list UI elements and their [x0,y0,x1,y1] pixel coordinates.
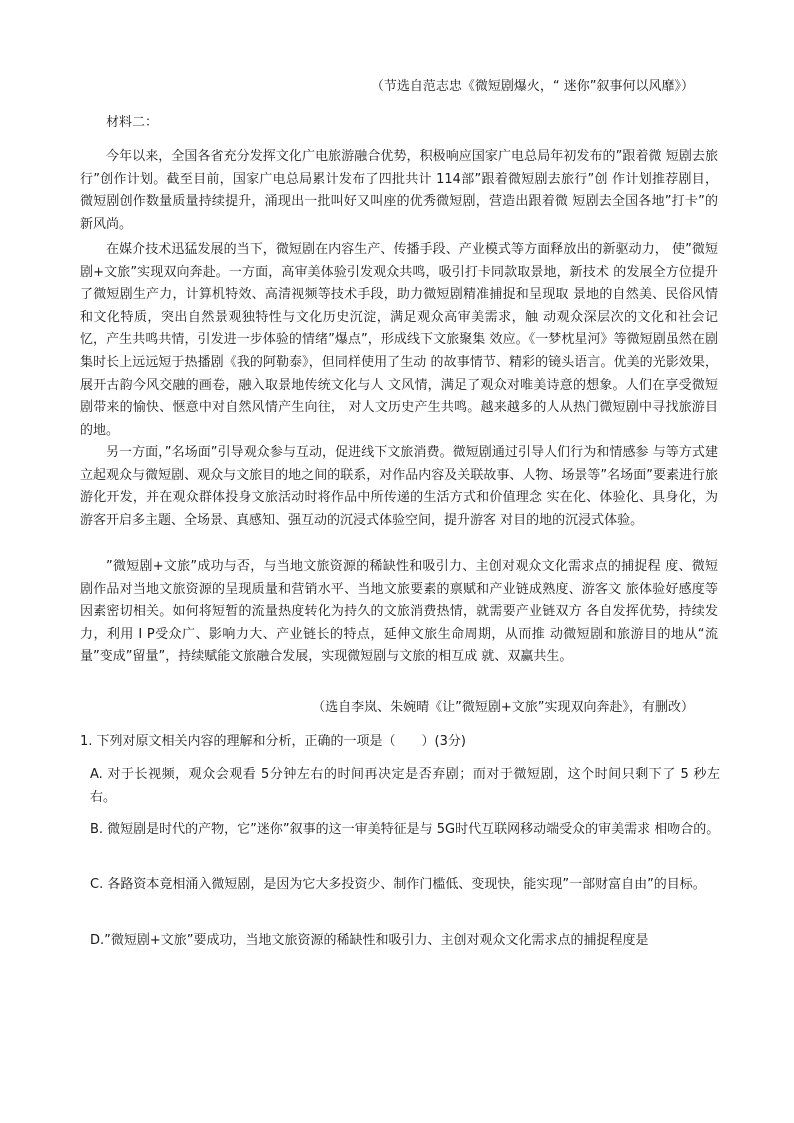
source-citation-2: （选自李岚、朱婉晴《让”微短剧+文旅”实现双向奔赴》，有删改） [312,700,694,715]
option-d: D.”微短剧+文旅”要成功，当地文旅资源的稀缺性和吸引力、主创对观众文化需求点的捕捉程度是 [90,933,649,948]
source-citation-1: （节选自范志忠《微短剧爆火，“ 迷你”叙事何以风靡》） [370,79,694,94]
paragraph-3: 另一方面，”名场面”引导观众参与互动，促进线下文旅消费。微短剧通过引导人们行为和情感参 与等方式建立起观众与微短剧、观众与文旅目的地之间的联系，对作品内容及关联故事、人物、场景等”名场面”要素进行旅游化开发，并在观众群体投身文旅活动时将作品中所传递的生活方式和价值理念 实在化、体验化、具身化，为游客开启多主题、全场景、真感知、强互动的沉浸式体验空间，提升游客 对目的地的沉浸式体验。 [80,445,718,528]
option-a: A. 对于长视频，观众会观看 5分钟左右的时间再决定是否弃剧；而对于微短剧，这个时间只剩下了 5 秒左右。 [90,767,720,805]
material-label: 材料二： [106,115,159,130]
paragraph-4: ”微短剧+文旅”成功与否，与当地文旅资源的稀缺性和吸引力、主创对观众文化需求点的捕捉程 度、微短剧作品对当地文旅资源的呈现质量和营销水平、当地文旅要素的禀赋和产业链成熟度、游客文 旅体验好感度等因素密切相关。如何将短暂的流量热度转化为持久的文旅消费热情，就需要产业链双方 各自发挥优势，持续发力，利用 I P受众广、影响力大、产业链长的特点，延伸文旅生命周期，从而推 动微短剧和旅游目的地从“流量”变成”留量”，持续赋能文旅融合发展，实现微短剧与文旅的相互成 就、双赢共生。 [80,559,718,665]
paragraph-1: 今年以来，全国各省充分发挥文化广电旅游融合优势，积极响应国家广电总局年初发布的”跟着微 短剧去旅行”创作计划。截至目前，国家广电总局累计发布了四批共计 114部”跟着微短剧去旅行”创 作计划推荐剧目，微短剧创作数量质量持续提升，涌现出一批叫好又叫座的优秀微短剧，营造出跟着微 短剧去全国各地”打卡”的新风尚。 [80,149,718,232]
paragraph-2: 在媒介技术迅猛发展的当下，微短剧在内容生产、传播手段、产业模式等方面释放出的新驱动力， 使”微短剧+文旅”实现双向奔赴。一方面，高审美体验引发观众共鸣，吸引打卡同款取景地，新技术 的发展全方位提升了微短剧生产力，计算机特效、高清视频等技术手段，助力微短剧精准捕捉和呈现取 景地的自然美、民俗风情和文化特质，突出自然景观独特性与文化历史沉淀，满足观众高审美需求，触 动观众深层次的文化和社会记忆，产生共鸣共情，引发进一步体验的情绪”爆点”，形成线下文旅聚集 效应。《一梦枕星河》等微短剧虽然在剧集时长上远远短于热播剧《我的阿勒泰》，但同样使用了生动 的故事情节、精彩的镜头语言。优美的光影效果，展开古韵今风交融的画卷，融入取景地传统文化与人 文风情，满足了观众对唯美诗意的想象。人们在享受微短剧带来的愉快、惬意中对自然风情产生向往， 对人文历史产生共鸣。越来越多的人从热门微短剧中寻找旅游目的地。 [80,242,718,438]
option-c: C. 各路资本竟相涌入微短剧，是因为它大多投资少、制作门槛低、变现快，能实现”一部财富自由”的目标。 [90,877,706,892]
question-stem: 1. 下列对原文相关内容的理解和分析，正确的一项是（ ）(3分) [80,734,466,749]
option-b: B. 微短剧是时代的产物，它”迷你”叙事的这一审美特征是与 5G时代互联网移动端受众的审美需求 相吻合的。 [90,822,720,837]
